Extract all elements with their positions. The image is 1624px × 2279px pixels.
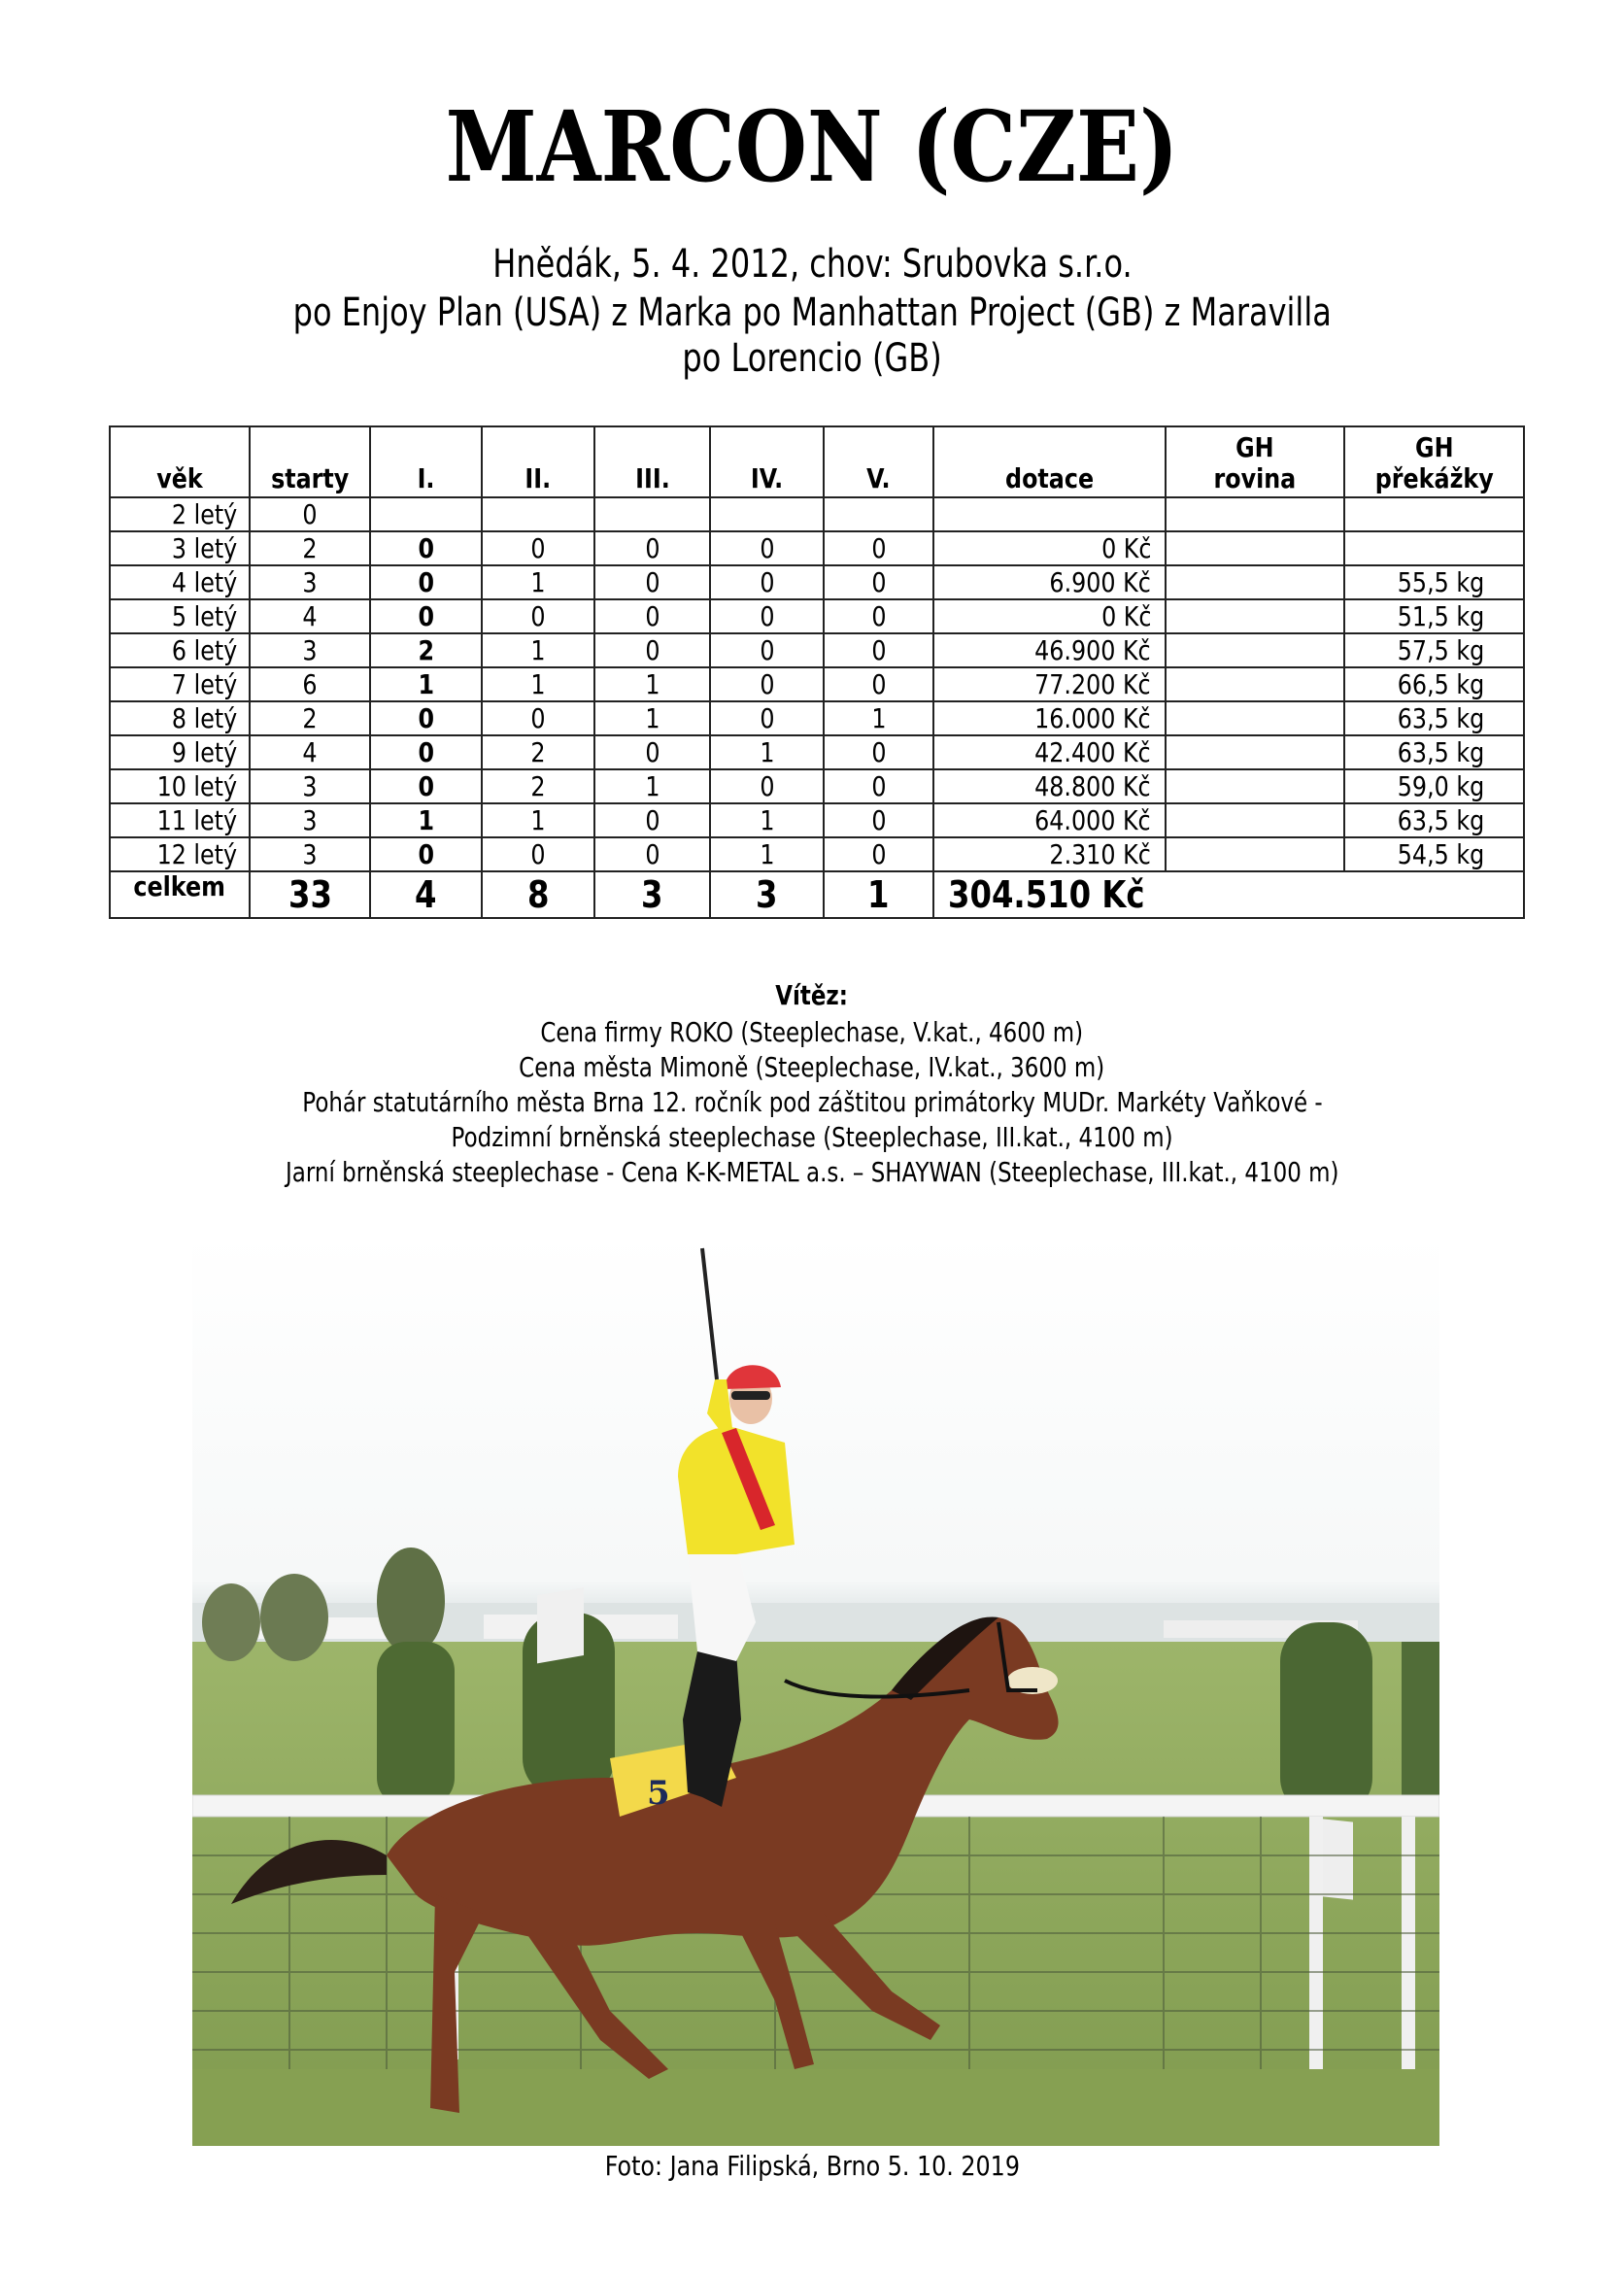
row-place-4: 0 (710, 599, 824, 633)
pedigree-line-1 (0, 289, 1624, 336)
row-place-4: 1 (710, 803, 824, 837)
row-gh-hurdle: 55,5 kg (1344, 565, 1524, 599)
row-place-4: 0 (710, 769, 824, 803)
row-starts: 6 (250, 667, 370, 701)
row-starts: 3 (250, 565, 370, 599)
race-photo (192, 1234, 1439, 2146)
row-place-5: 0 (824, 837, 933, 871)
row-place-3: 1 (594, 769, 710, 803)
row-place-3: 0 (594, 565, 710, 599)
row-place-4: 1 (710, 837, 824, 871)
total-place-3: 3 (594, 871, 710, 918)
row-place-5: 0 (824, 531, 933, 565)
row-age: 10 letý (110, 769, 250, 803)
table-row (110, 599, 1524, 633)
row-place-2: 1 (482, 667, 594, 701)
row-place-1: 1 (370, 667, 482, 701)
table-row (110, 701, 1524, 735)
row-prize: 46.900 Kč (933, 633, 1166, 667)
pedigree-text-2: po Lorencio (GB) (682, 336, 942, 381)
col-age: věk (110, 426, 250, 497)
row-place-2 (482, 497, 594, 531)
total-place-2: 8 (482, 871, 594, 918)
col-starts: starty (250, 426, 370, 497)
row-age: 11 letý (110, 803, 250, 837)
row-gh-hurdle: 59,0 kg (1344, 769, 1524, 803)
row-gh-flat (1166, 633, 1344, 667)
title-text: MARCON (CZE) (445, 89, 1179, 204)
row-gh-hurdle: 66,5 kg (1344, 667, 1524, 701)
horse-jockey-illustration (192, 1234, 1439, 2146)
col-place-4: IV. (710, 426, 824, 497)
row-age: 4 letý (110, 565, 250, 599)
row-gh-flat (1166, 769, 1344, 803)
winner-race: Pohár statutárního města Brna 12. ročník pod záštitou primátorky MUDr. Markéty Vaňkové - (301, 1086, 1323, 1118)
row-place-2: 0 (482, 599, 594, 633)
row-place-1: 0 (370, 701, 482, 735)
row-place-3 (594, 497, 710, 531)
total-place-1: 4 (370, 871, 482, 918)
table-row (110, 735, 1524, 769)
row-gh-hurdle (1344, 531, 1524, 565)
saddle-number: 5 (647, 1774, 670, 1813)
row-prize: 77.200 Kč (933, 667, 1166, 701)
row-place-4: 0 (710, 633, 824, 667)
table-row (110, 565, 1524, 599)
row-place-2: 1 (482, 803, 594, 837)
row-gh-hurdle: 51,5 kg (1344, 599, 1524, 633)
row-gh-hurdle: 63,5 kg (1344, 735, 1524, 769)
row-place-1: 0 (370, 735, 482, 769)
row-place-2: 2 (482, 735, 594, 769)
row-place-3: 1 (594, 701, 710, 735)
col-gh-flat: GH rovina (1166, 426, 1344, 497)
table-row (110, 531, 1524, 565)
row-place-3: 0 (594, 599, 710, 633)
col-place-5: V. (824, 426, 933, 497)
row-place-1: 0 (370, 769, 482, 803)
row-starts: 2 (250, 701, 370, 735)
row-starts: 3 (250, 803, 370, 837)
winner-race: Podzimní brněnská steeplechase (Steeplechase, III.kat., 4100 m) (451, 1121, 1173, 1153)
row-prize: 48.800 Kč (933, 769, 1166, 803)
row-place-5: 0 (824, 769, 933, 803)
row-place-5: 1 (824, 701, 933, 735)
row-gh-hurdle: 57,5 kg (1344, 633, 1524, 667)
row-place-2: 0 (482, 531, 594, 565)
row-place-5 (824, 497, 933, 531)
row-place-2: 2 (482, 769, 594, 803)
hedge (377, 1642, 455, 1807)
row-place-3: 0 (594, 735, 710, 769)
row-place-1 (370, 497, 482, 531)
row-gh-hurdle (1344, 497, 1524, 531)
winner-race: Cena města Mimoně (Steeplechase, IV.kat., 3600 m) (519, 1051, 1105, 1083)
row-place-4 (710, 497, 824, 531)
row-prize: 0 Kč (933, 531, 1166, 565)
winner-race: Jarní brněnská steeplechase - Cena K-K-METAL a.s. – SHAYWAN (Steeplechase, III.kat., 4100 m) (285, 1156, 1339, 1188)
row-gh-flat (1166, 803, 1344, 837)
row-prize: 2.310 Kč (933, 837, 1166, 871)
row-place-2: 0 (482, 701, 594, 735)
row-place-1: 2 (370, 633, 482, 667)
winner-race: Cena firmy ROKO (Steeplechase, V.kat., 4600 m) (540, 1016, 1084, 1048)
row-starts: 4 (250, 599, 370, 633)
row-place-3: 0 (594, 837, 710, 871)
row-place-5: 0 (824, 599, 933, 633)
table-row (110, 837, 1524, 871)
row-prize: 0 Kč (933, 599, 1166, 633)
row-age: 9 letý (110, 735, 250, 769)
row-starts: 4 (250, 735, 370, 769)
row-prize: 6.900 Kč (933, 565, 1166, 599)
row-place-3: 0 (594, 803, 710, 837)
winner-heading: Vítěz: (775, 979, 849, 1011)
row-prize: 64.000 Kč (933, 803, 1166, 837)
col-gh-hurdle: GH překážky (1344, 426, 1524, 497)
row-place-4: 0 (710, 701, 824, 735)
race-statistics-table (109, 425, 1525, 919)
row-gh-hurdle: 63,5 kg (1344, 701, 1524, 735)
total-place-4: 3 (710, 871, 824, 918)
row-gh-flat (1166, 531, 1344, 565)
total-label: celkem (110, 871, 250, 918)
row-place-5: 0 (824, 633, 933, 667)
table-row (110, 497, 1524, 531)
row-place-3: 1 (594, 667, 710, 701)
row-place-3: 0 (594, 633, 710, 667)
row-starts: 2 (250, 531, 370, 565)
row-place-4: 0 (710, 531, 824, 565)
col-place-2: II. (482, 426, 594, 497)
row-age: 12 letý (110, 837, 250, 871)
row-gh-flat (1166, 599, 1344, 633)
row-starts: 0 (250, 497, 370, 531)
row-starts: 3 (250, 837, 370, 871)
photo-caption: Foto: Jana Filipská, Brno 5. 10. 2019 (604, 2150, 1020, 2182)
row-age: 7 letý (110, 667, 250, 701)
pedigree-text-1: po Enjoy Plan (USA) z Marka po Manhattan Project (GB) z Maravilla (292, 290, 1332, 335)
total-starts: 33 (250, 871, 370, 918)
table-row (110, 803, 1524, 837)
col-place-1: I. (370, 426, 482, 497)
row-prize: 42.400 Kč (933, 735, 1166, 769)
row-gh-flat (1166, 735, 1344, 769)
row-place-4: 0 (710, 565, 824, 599)
pedigree-line-2 (0, 335, 1624, 382)
row-place-5: 0 (824, 565, 933, 599)
row-gh-hurdle: 63,5 kg (1344, 803, 1524, 837)
color-birth-breeder: Hnědák, 5. 4. 2012, chov: Srubovka s.r.o. (491, 242, 1133, 287)
row-place-1: 0 (370, 565, 482, 599)
table-row (110, 769, 1524, 803)
row-gh-flat (1166, 497, 1344, 531)
table-header-row (110, 426, 1524, 497)
table-row (110, 667, 1524, 701)
row-place-1: 0 (370, 837, 482, 871)
row-prize (933, 497, 1166, 531)
row-place-5: 0 (824, 667, 933, 701)
row-place-1: 0 (370, 599, 482, 633)
horse-name-title (0, 89, 1624, 204)
row-place-4: 0 (710, 667, 824, 701)
row-age: 6 letý (110, 633, 250, 667)
total-row (110, 871, 1524, 918)
row-gh-hurdle: 54,5 kg (1344, 837, 1524, 871)
row-place-1: 1 (370, 803, 482, 837)
row-place-3: 0 (594, 531, 710, 565)
col-place-3: III. (594, 426, 710, 497)
row-starts: 3 (250, 769, 370, 803)
row-place-2: 1 (482, 565, 594, 599)
horse-info-line (0, 241, 1624, 288)
row-age: 8 letý (110, 701, 250, 735)
col-prize: dotace (933, 426, 1166, 497)
row-gh-flat (1166, 837, 1344, 871)
total-prize: 304.510 Kč (933, 871, 1524, 918)
row-place-4: 1 (710, 735, 824, 769)
row-place-2: 1 (482, 633, 594, 667)
table-row (110, 633, 1524, 667)
row-starts: 3 (250, 633, 370, 667)
row-gh-flat (1166, 565, 1344, 599)
row-age: 5 letý (110, 599, 250, 633)
hedge (1280, 1622, 1372, 1817)
row-place-1: 0 (370, 531, 482, 565)
row-gh-flat (1166, 701, 1344, 735)
total-place-5: 1 (824, 871, 933, 918)
row-age: 2 letý (110, 497, 250, 531)
row-age: 3 letý (110, 531, 250, 565)
row-place-2: 0 (482, 837, 594, 871)
row-prize: 16.000 Kč (933, 701, 1166, 735)
row-place-5: 0 (824, 735, 933, 769)
row-gh-flat (1166, 667, 1344, 701)
row-place-5: 0 (824, 803, 933, 837)
goggles (731, 1391, 770, 1400)
